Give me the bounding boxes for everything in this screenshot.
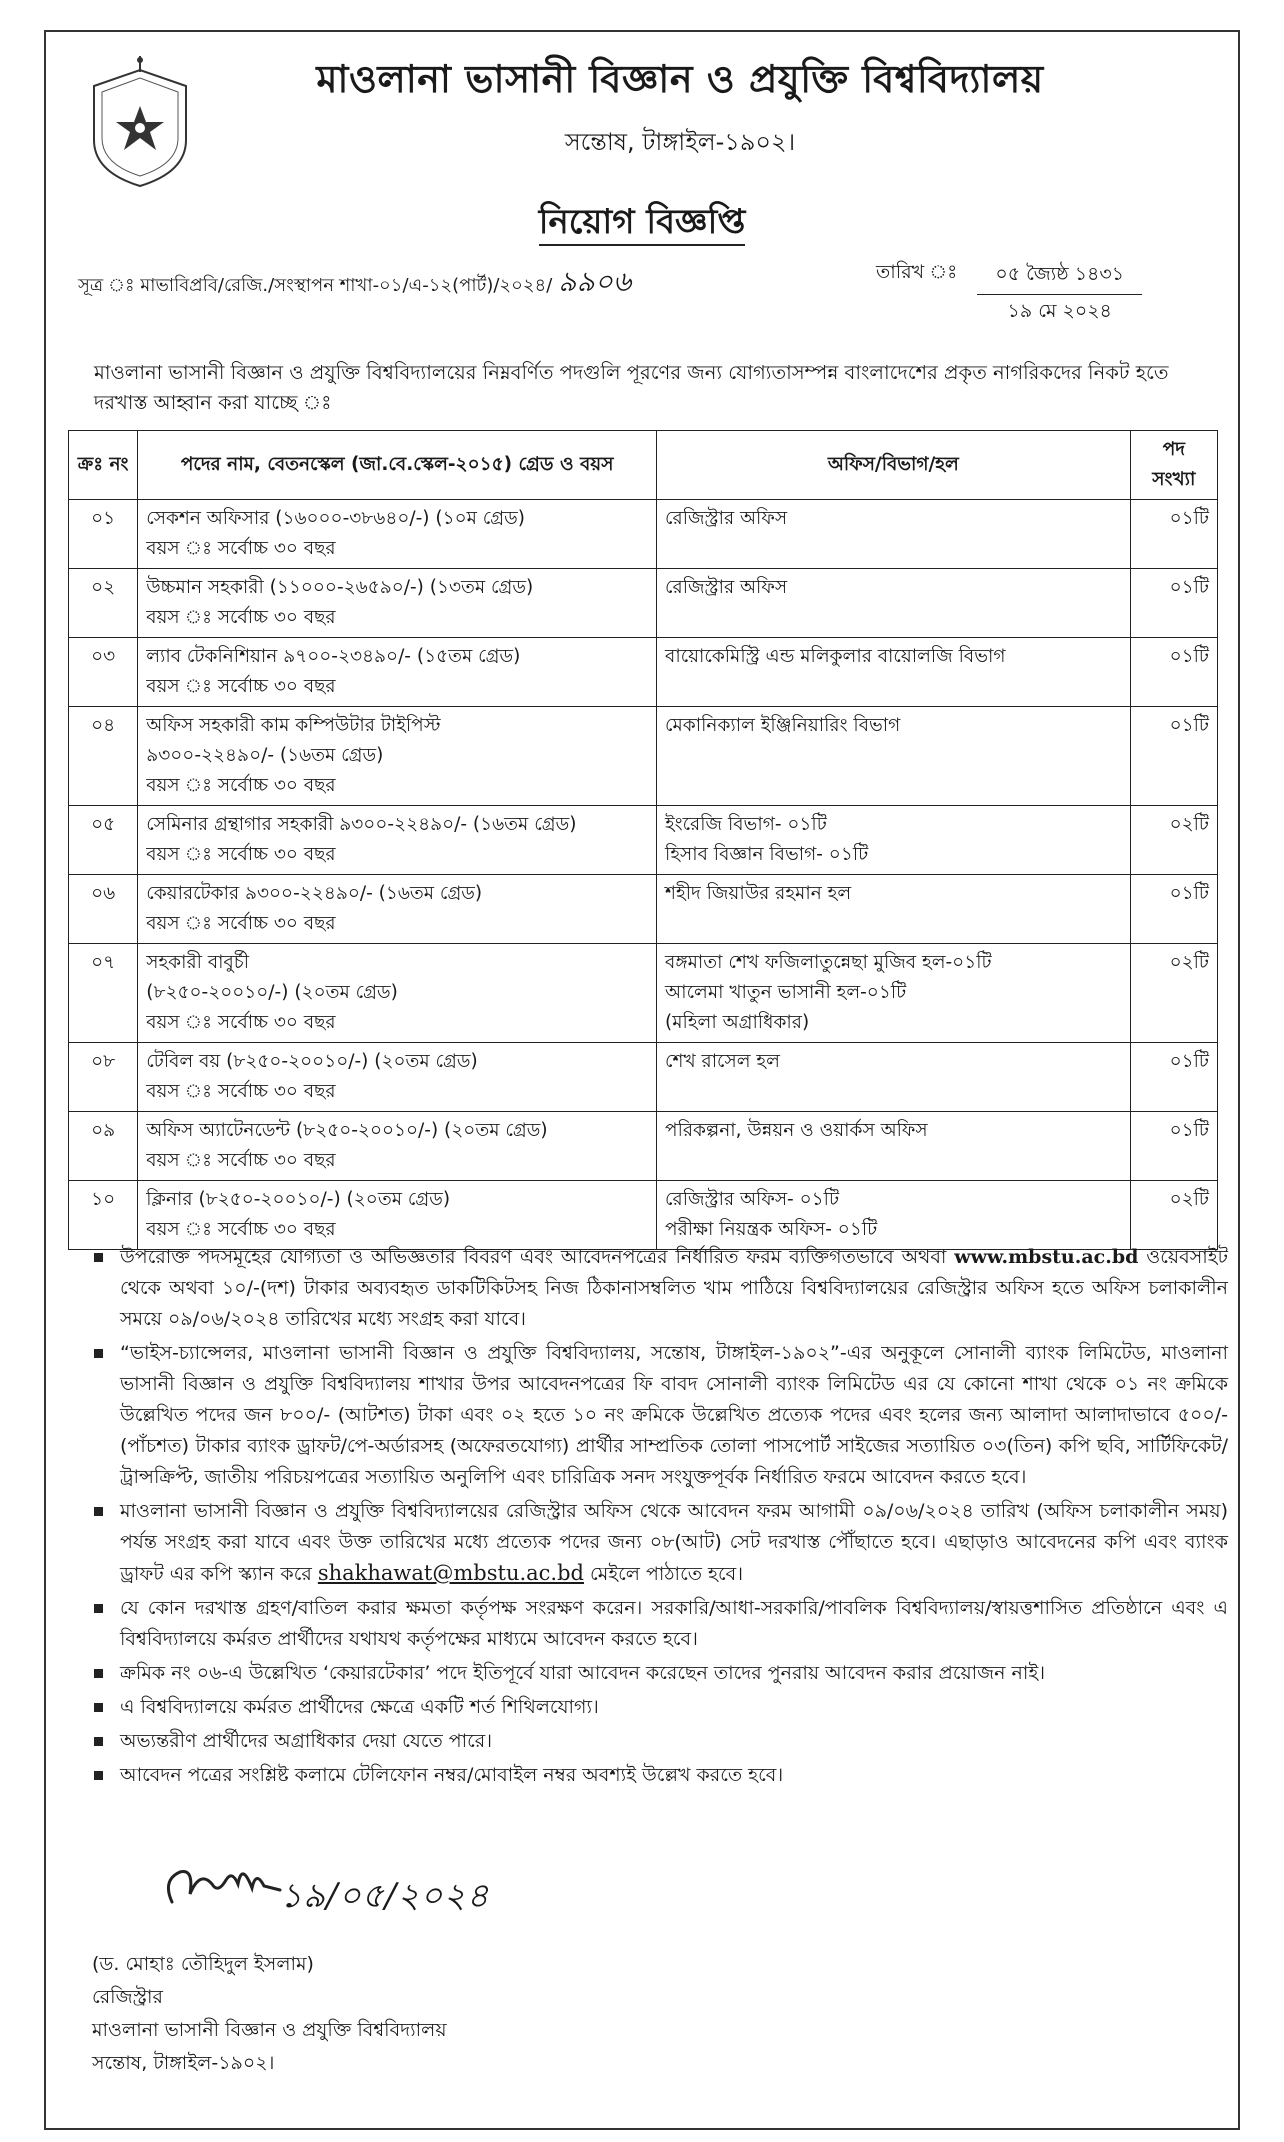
instruction-item: যে কোন দরখাস্ত গ্রহণ/বাতিল করার ক্ষমতা কর্তৃপক্ষ সংরক্ষণ করেন। সরকারি/আধা-সরকারি/পাবলিক বিশ্ববিদ্যালয়/স্বায়ত্তশাসিত প্রতিষ্ঠানে এবং এ বিশ্ববিদ্যালয়ে কর্মরত প্রার্থীদের যথাযথ কর্তৃপক্ষের মাধ্যমে আবেদন করতে হবে।: [92, 1593, 1228, 1655]
header-post: পদের নাম, বেতনস্কেল (জা.বে.স্কেল-২০১৫) গ্রেড ও বয়স: [138, 431, 657, 500]
row-post: [138, 500, 657, 569]
table-row: [69, 875, 1218, 944]
post-age-limit: বয়স ঃ সর্বোচ্চ ৩০ বছর: [146, 676, 336, 697]
signer-address: সন্তোষ, টাঙ্গাইল-১৯০২।: [92, 2052, 275, 2074]
post-age-limit: বয়স ঃ সর্বোচ্চ ৩০ বছর: [146, 1081, 336, 1102]
instruction-item: আবেদন পত্রের সংশ্লিষ্ট কলামে টেলিফোন নম্বর/মোবাইল নম্বর অবশ্যই উল্লেখ করতে হবে।: [92, 1760, 1228, 1791]
row-post-count: ০১টি: [1130, 569, 1217, 638]
office-line: পরীক্ষা নিয়ন্ত্রক অফিস- ০১টি: [665, 1219, 878, 1240]
row-office: [657, 500, 1131, 569]
table-row: [69, 569, 1218, 638]
signer-block: [92, 1948, 447, 2080]
post-line: অফিস সহকারী কাম কম্পিউটার টাইপিস্ট: [146, 715, 441, 736]
row-office: [657, 944, 1131, 1043]
row-office: [657, 569, 1131, 638]
university-logo-icon: [86, 56, 194, 192]
table-body: [69, 500, 1218, 1250]
table-row: [69, 500, 1218, 569]
row-post-count: ০২টি: [1130, 1181, 1217, 1250]
letterhead: [200, 50, 1160, 164]
post-line: সেমিনার গ্রন্থাগার সহকারী ৯৩০০-২২৪৯০/- (১৬তম গ্রেড): [146, 814, 577, 835]
instruction-text: মাওলানা ভাসানী বিজ্ঞান ও প্রযুক্তি বিশ্ববিদ্যালয়ের রেজিস্ট্রার অফিস থেকে আবেদন ফরম আগামী ০৯/০৬/২০২৪ তারিখ (অফিস চলাকালীন সময়) পর্যন্ত সংগ্রহ করা যাবে এবং উক্ত তারিখের মধ্যে প্রত্যেক পদের জন্য ০৮(আট) সেট দরখাস্ত পৌঁছাতে হবে। এছাড়াও আবেদনের কপি এবং ব্যাংক ড্রাফট এর কপি স্ক্যান করে: [120, 1500, 1228, 1585]
signer-name: (ড. মোহাঃ তৌহিদুল ইসলাম): [92, 1953, 314, 1975]
header-count: পদ সংখ্যা: [1130, 431, 1217, 500]
instruction-text: ওয়েবসাইট থেকে অথবা ১০/-(দশ) টাকার অব্যবহৃত ডাকটিকিটসহ নিজ ঠিকানাসম্বলিত খাম পাঠিয়ে বিশ্ববিদ্যালয়ের রেজিস্ট্রার অফিস হতে অফিস চলাকালীন সময়ে ০৯/০৬/২০২৪ তারিখের মধ্যে সংগ্রহ করা যাবে।: [120, 1246, 1228, 1330]
office-line: আলেমা খাতুন ভাসানী হল-০১টি: [665, 982, 907, 1003]
post-line: ৯৩০০-২২৪৯০/- (১৬তম গ্রেড): [146, 745, 384, 766]
instruction-item: [92, 1242, 1228, 1335]
row-post: [138, 875, 657, 944]
table-header-row: [69, 431, 1218, 500]
post-age-limit: বয়স ঃ সর্বোচ্চ ৩০ বছর: [146, 844, 336, 865]
table-row: [69, 1181, 1218, 1250]
post-age-limit: বয়স ঃ সর্বোচ্চ ৩০ বছর: [146, 1150, 336, 1171]
row-office: [657, 1043, 1131, 1112]
row-post: [138, 569, 657, 638]
post-line: সহকারী বাবুর্চী: [146, 952, 250, 973]
instruction-text: উপরোক্ত পদসমূহের যোগ্যতা ও অভিজ্ঞতার বিবরণ এবং আবেদনপত্রের নির্ধারিত ফরম ব্যক্তিগতভাবে অথবা: [120, 1246, 955, 1268]
row-post-count: ০১টি: [1130, 707, 1217, 806]
instruction-item: “ভাইস-চ্যান্সেলর, মাওলানা ভাসানী বিজ্ঞান ও প্রযুক্তি বিশ্ববিদ্যালয়, সন্তোষ, টাঙ্গাইল-১৯০২”-এর অনুকূলে সোনালী ব্যাংক লিমিটেড, মাওলানা ভাসানী বিজ্ঞান ও প্রযুক্তি বিশ্ববিদ্যালয় শাখার উপর আবেদনপত্রের ফি বাবদ সোনালী ব্যাংক লিমিটেড এর যে কোনো শাখা থেকে ০১ নং ক্রমিকে উল্লেখিত পদের জন ৮০০/- (আটশত) টাকা এবং ০২ হতে ১০ নং ক্রমিকে উল্লেখিত প্রত্যেক পদের এবং হলের জন্য আলাদা আলাদাভাবে ৫০০/- (পাঁচশত) টাকার ব্যাংক ড্রাফট/পে-অর্ডারসহ (অফেরতযোগ্য) প্রার্থীর সাম্প্রতিক তোলা পাসপোর্ট সাইজের সত্যায়িত ০৩(তিন) কপি ছবি, সার্টিফিকেট/ট্রান্সক্রিপ্ট, জাতীয় পরিচয়পত্রের সত্যায়িত অনুলিপি এবং চারিত্রিক সনদ সংযুক্তপূর্বক নির্ধারিত ফরমে আবেদন করতে হবে।: [92, 1338, 1228, 1493]
header-office: অফিস/বিভাগ/হল: [657, 431, 1131, 500]
date-label: তারিখ ঃ: [876, 261, 958, 283]
row-serial: ১০: [69, 1181, 138, 1250]
office-line: রেজিস্ট্রার অফিস: [665, 508, 788, 529]
row-post: [138, 944, 657, 1043]
university-name: মাওলানা ভাসানী বিজ্ঞান ও প্রযুক্তি বিশ্ববিদ্যালয়: [316, 57, 1044, 101]
posts-table: [68, 430, 1218, 1250]
notice-title: [0, 196, 1284, 253]
row-post-count: ০২টি: [1130, 944, 1217, 1043]
signer-designation: রেজিস্ট্রার: [92, 1986, 163, 2008]
table-row: [69, 1043, 1218, 1112]
date-english: ১৯ মে ২০২৪: [1007, 300, 1112, 322]
post-age-limit: বয়স ঃ সর্বোচ্চ ৩০ বছর: [146, 913, 336, 934]
signature-date: ১৯/০৫/২০২৪: [280, 1876, 490, 1916]
instructions-list: [92, 1242, 1228, 1794]
row-office: [657, 806, 1131, 875]
intro-paragraph: মাওলানা ভাসানী বিজ্ঞান ও প্রযুক্তি বিশ্ববিদ্যালয়ের নিম্নবর্ণিত পদগুলি পূরণের জন্য যোগ্যতাসম্পন্ন বাংলাদেশের প্রকৃত নাগরিকদের নিকট হতে দরখাস্ত আহ্বান করা যাচ্ছে ঃ: [94, 361, 1169, 414]
row-serial: ০২: [69, 569, 138, 638]
table-row: [69, 1112, 1218, 1181]
instruction-text: মেইলে পাঠাতে হবে।: [583, 1563, 743, 1585]
row-serial: ০৩: [69, 638, 138, 707]
row-post-count: ০২টি: [1130, 806, 1217, 875]
row-post-count: ০১টি: [1130, 638, 1217, 707]
office-line: হিসাব বিজ্ঞান বিভাগ- ০১টি: [665, 844, 869, 865]
row-serial: ০১: [69, 500, 138, 569]
university-address: সন্তোষ, টাঙ্গাইল-১৯০২।: [564, 128, 796, 156]
post-line: কেয়ারটেকার ৯৩০০-২২৪৯০/- (১৬তম গ্রেড): [146, 883, 483, 904]
office-line: শহীদ জিয়াউর রহমান হল: [665, 883, 852, 904]
row-post: [138, 707, 657, 806]
office-line: শেখ রাসেল হল: [665, 1051, 780, 1072]
signer-org: মাওলানা ভাসানী বিজ্ঞান ও প্রযুক্তি বিশ্ববিদ্যালয়: [92, 2019, 447, 2041]
row-post-count: ০১টি: [1130, 1043, 1217, 1112]
row-office: [657, 875, 1131, 944]
table-row: [69, 806, 1218, 875]
row-office: [657, 1112, 1131, 1181]
header-serial: ক্রঃ নং: [69, 431, 138, 500]
row-office: [657, 1181, 1131, 1250]
post-line: ল্যাব টেকনিশিয়ান ৯৭০০-২৩৪৯০/- (১৫তম গ্রেড): [146, 646, 521, 667]
office-line: রেজিস্ট্রার অফিস: [665, 577, 788, 598]
row-post-count: ০১টি: [1130, 500, 1217, 569]
website-link[interactable]: www.mbstu.ac.bd: [954, 1246, 1139, 1268]
table-row: [69, 638, 1218, 707]
row-office: [657, 638, 1131, 707]
post-age-limit: বয়স ঃ সর্বোচ্চ ৩০ বছর: [146, 775, 336, 796]
row-post: [138, 1043, 657, 1112]
row-serial: ০৪: [69, 707, 138, 806]
row-post-count: ০১টি: [1130, 1112, 1217, 1181]
instruction-item: ক্রমিক নং ০৬-এ উল্লেখিত ‘কেয়ারটেকার’ পদে ইতিপূর্বে যারা আবেদন করেছেন তাদের পুনরায় আবেদন করার প্রয়োজন নাই।: [92, 1658, 1228, 1689]
row-post: [138, 638, 657, 707]
post-line: উচ্চমান সহকারী (১১০০০-২৬৫৯০/-) (১৩তম গ্রেড): [146, 577, 534, 598]
post-line: সেকশন অফিসার (১৬০০০-৩৮৬৪০/-) (১০ম গ্রেড): [146, 508, 525, 529]
post-line: টেবিল বয় (৮২৫০-২০০১০/-) (২০তম গ্রেড): [146, 1051, 478, 1072]
post-age-limit: বয়স ঃ সর্বোচ্চ ৩০ বছর: [146, 538, 336, 559]
email-link[interactable]: shakhawat@mbstu.ac.bd: [317, 1561, 584, 1585]
post-age-limit: বয়স ঃ সর্বোচ্চ ৩০ বছর: [146, 607, 336, 628]
row-post-count: ০১টি: [1130, 875, 1217, 944]
reference-line: [78, 260, 631, 307]
row-serial: ০৮: [69, 1043, 138, 1112]
post-line: ক্লিনার (৮২৫০-২০০১০/-) (২০তম গ্রেড): [146, 1189, 451, 1210]
row-post: [138, 1181, 657, 1250]
post-age-limit: বয়স ঃ সর্বোচ্চ ৩০ বছর: [146, 1219, 336, 1240]
table-row: [69, 944, 1218, 1043]
row-serial: ০৭: [69, 944, 138, 1043]
row-office: [657, 707, 1131, 806]
instruction-item: অভ্যন্তরীণ প্রার্থীদের অগ্রাধিকার দেয়া যেতে পারে।: [92, 1726, 1228, 1757]
notice-title-text: নিয়োগ বিজ্ঞপ্তি: [539, 202, 746, 246]
date-block: [876, 258, 1142, 331]
instruction-item: এ বিশ্ববিদ্যালয়ে কর্মরত প্রার্থীদের ক্ষেত্রে একটি শর্ত শিথিলযোগ্য।: [92, 1692, 1228, 1723]
date-bangla: ০৫ জ্যৈষ্ঠ ১৪৩১: [977, 258, 1142, 295]
row-serial: ০৬: [69, 875, 138, 944]
office-line: মেকানিক্যাল ইঞ্জিনিয়ারিং বিভাগ: [665, 715, 901, 736]
date-lines: [977, 258, 1142, 331]
reference-text: সূত্র ঃ মাভাবিপ্রবি/রেজি./সংস্থাপন শাখা-০১/এ-১২(পার্ট)/২০২৪/: [78, 275, 553, 296]
post-line: অফিস অ্যাটেনডেন্ট (৮২৫০-২০০১০/-) (২০তম গ্রেড): [146, 1120, 548, 1141]
instruction-item: [92, 1496, 1228, 1590]
office-line: (মহিলা অগ্রাধিকার): [665, 1012, 810, 1033]
office-line: পরিকল্পনা, উন্নয়ন ও ওয়ার্কস অফিস: [665, 1120, 928, 1141]
reference-handwritten-number: ৯৯০৬: [558, 265, 632, 298]
office-line: রেজিস্ট্রার অফিস- ০১টি: [665, 1189, 840, 1210]
row-serial: ০৫: [69, 806, 138, 875]
row-post: [138, 1112, 657, 1181]
post-age-limit: বয়স ঃ সর্বোচ্চ ৩০ বছর: [146, 1012, 336, 1033]
post-line: (৮২৫০-২০০১০/-) (২০তম গ্রেড): [146, 982, 398, 1003]
table-row: [69, 707, 1218, 806]
row-serial: ০৯: [69, 1112, 138, 1181]
office-line: ইংরেজি বিভাগ- ০১টি: [665, 814, 827, 835]
row-post: [138, 806, 657, 875]
office-line: বায়োকেমিস্ট্রি এন্ড মলিকুলার বায়োলজি বিভাগ: [665, 646, 1006, 667]
office-line: বঙ্গমাতা শেখ ফজিলাতুন্নেছা মুজিব হল-০১টি: [665, 952, 992, 973]
